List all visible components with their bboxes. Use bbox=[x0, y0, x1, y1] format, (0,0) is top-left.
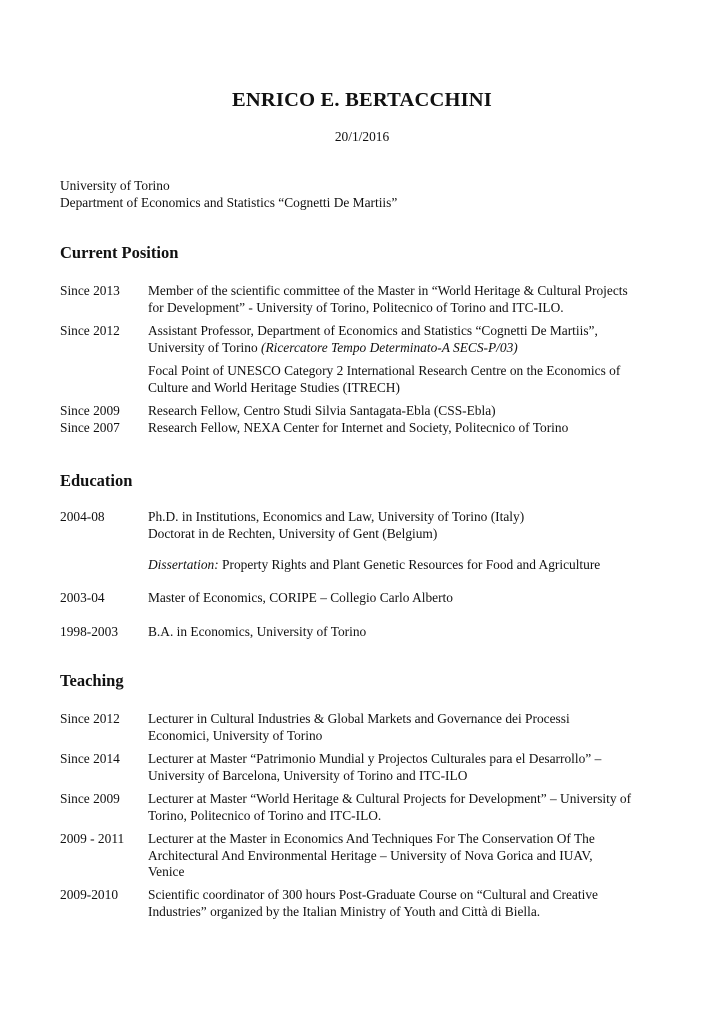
entry-label: 1998-2003 bbox=[60, 624, 119, 639]
entry-label: Since 2012 bbox=[60, 323, 120, 338]
entry-line: Focal Point of UNESCO Category 2 International Research Centre on the Economics of bbox=[148, 363, 621, 378]
affiliation-university: University of Torino bbox=[60, 178, 170, 193]
entry-line: Architectural And Environmental Heritage – University of Nova Gorica and IUAV, bbox=[148, 847, 593, 863]
entry-line: Member of the scientific committee of the Master in “World Heritage & Cultural Projects bbox=[148, 283, 628, 298]
entry-text bbox=[148, 590, 668, 607]
entry-line: Assistant Professor, Department of Economics and Statistics “Cognetti De Martiis”, bbox=[148, 323, 598, 338]
entry-text bbox=[148, 831, 668, 881]
entry-line: Research Fellow, Centro Studi Silvia Santagata-Ebla (CSS-Ebla) bbox=[148, 403, 496, 418]
entry-italic-note: (Ricercatore Tempo Determinato-A SECS-P/03) bbox=[261, 339, 518, 355]
section-heading-current-position: Current Position bbox=[60, 243, 179, 262]
entry-text bbox=[148, 791, 668, 824]
entry-label: 2009-2010 bbox=[60, 887, 119, 902]
entry-line: Lecturer at the Master in Economics And Techniques For The Conservation Of The bbox=[148, 831, 595, 846]
entry-text bbox=[148, 403, 668, 420]
entry-text bbox=[148, 887, 668, 920]
cv-name: ENRICO E. BERTACCHINI bbox=[232, 89, 492, 111]
entry-line: Research Fellow, NEXA Center for Internet and Society, Politecnico of Torino bbox=[148, 420, 569, 435]
entry-label: 2009 - 2011 bbox=[60, 831, 125, 846]
entry-text bbox=[148, 363, 668, 396]
entry-line: Doctorat in de Rechten, University of Gent (Belgium) bbox=[148, 525, 438, 541]
entry-line: for Development” - University of Torino, Politecnico of Torino and ITC-ILO. bbox=[148, 299, 564, 315]
entry-label: 2004-08 bbox=[60, 509, 105, 524]
entry-text bbox=[148, 711, 668, 744]
entry-line: Torino, Politecnico of Torino and ITC-ILO. bbox=[148, 807, 382, 823]
entry-label: Since 2012 bbox=[60, 711, 120, 726]
entry-text bbox=[148, 557, 668, 574]
cv-date: 20/1/2016 bbox=[334, 129, 390, 144]
entry-label: Since 2009 bbox=[60, 791, 120, 806]
entry-label: Since 2009 bbox=[60, 403, 120, 418]
entry-line: Culture and World Heritage Studies (ITRECH) bbox=[148, 379, 400, 395]
entry-line: Master of Economics, CORIPE – Collegio Carlo Alberto bbox=[148, 590, 453, 605]
entry-line-text: University of Torino bbox=[148, 339, 261, 355]
entry-line bbox=[148, 340, 668, 357]
entry-line: Scientific coordinator of 300 hours Post-Graduate Course on “Cultural and Creative bbox=[148, 887, 598, 902]
entry-line: Industries” organized by the Italian Ministry of Youth and Città di Biella. bbox=[148, 903, 541, 919]
entry-line: Venice bbox=[148, 864, 185, 879]
dissertation-label: Dissertation: bbox=[148, 557, 219, 572]
affiliation-department: Department of Economics and Statistics “Cognetti De Martiis” bbox=[60, 195, 398, 210]
entry-line: B.A. in Economics, University of Torino bbox=[148, 624, 367, 639]
entry-line: Lecturer at Master “World Heritage & Cultural Projects for Development” – University of bbox=[148, 791, 632, 806]
entry-line: Ph.D. in Institutions, Economics and Law, University of Torino (Italy) bbox=[148, 509, 525, 524]
entry-line: University of Barcelona, University of Torino and ITC-ILO bbox=[148, 767, 468, 783]
entry-text bbox=[148, 420, 668, 437]
entry-line: Lecturer at Master “Patrimonio Mundial y Projectos Culturales para el Desarrollo” – bbox=[148, 751, 602, 766]
entry-line: Economici, University of Torino bbox=[148, 727, 323, 743]
section-heading-education: Education bbox=[60, 471, 133, 490]
entry-text bbox=[148, 323, 668, 356]
entry-label: Since 2013 bbox=[60, 283, 120, 298]
entry-label: Since 2014 bbox=[60, 751, 120, 766]
entry-text bbox=[148, 283, 668, 316]
entry-label: 2003-04 bbox=[60, 590, 105, 605]
entry-text bbox=[148, 624, 668, 641]
dissertation-title: Property Rights and Plant Genetic Resources for Food and Agriculture bbox=[218, 557, 601, 572]
section-heading-teaching: Teaching bbox=[60, 671, 124, 690]
entry-label: Since 2007 bbox=[60, 420, 120, 435]
entry-line: Lecturer in Cultural Industries & Global Markets and Governance dei Processi bbox=[148, 711, 570, 726]
entry-text bbox=[148, 509, 668, 542]
entry-text bbox=[148, 751, 668, 784]
